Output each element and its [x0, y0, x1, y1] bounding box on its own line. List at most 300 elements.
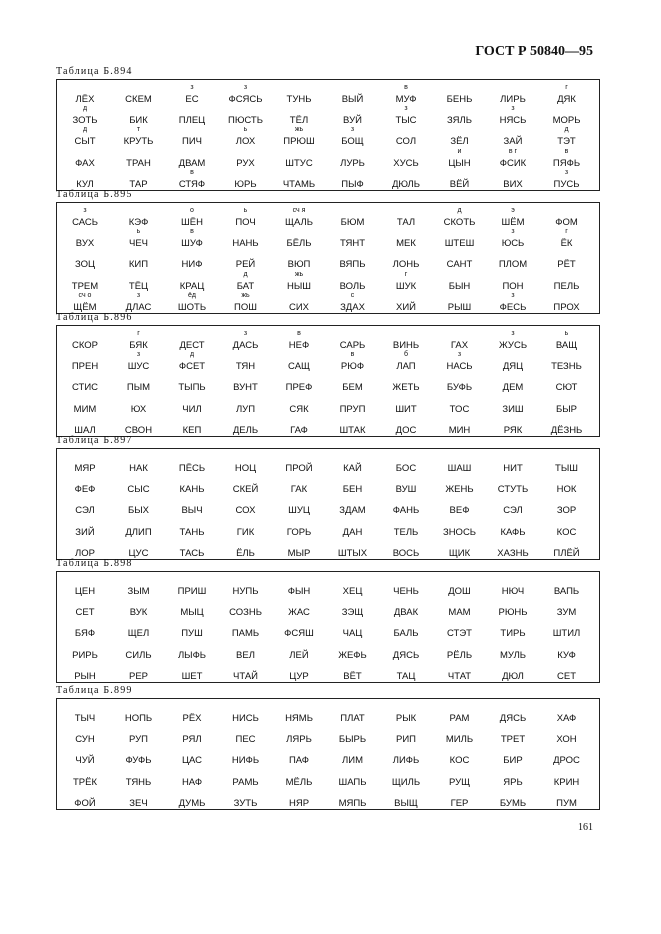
- variant-annotation: [218, 415, 274, 423]
- word-text: ГАХ: [450, 340, 469, 351]
- word-text: СЫС: [127, 484, 150, 496]
- variant-annotation: [325, 597, 381, 605]
- variant-annotation: [539, 495, 595, 503]
- variant-annotation: [485, 661, 541, 669]
- word-text: БИР: [503, 755, 523, 767]
- variant-annotation: [57, 538, 113, 546]
- variant-annotation: [485, 415, 541, 423]
- variant-annotation: [325, 415, 381, 423]
- word-text: БУФЬ: [446, 382, 473, 394]
- word-text: ПЕЛЬ: [553, 280, 580, 292]
- variant-annotation: [325, 495, 381, 503]
- variant-annotation: [378, 148, 434, 156]
- variant-annotation: [485, 169, 541, 177]
- word-text: МИЛЬ: [445, 734, 474, 746]
- word-text: РАМЬ: [232, 776, 259, 788]
- word-text: БЕМ: [342, 382, 363, 394]
- word-text: ЧИЛ: [182, 403, 202, 415]
- variant-annotation: [485, 249, 541, 257]
- variant-annotation: [164, 661, 220, 669]
- variant-annotation: з: [350, 126, 355, 134]
- variant-annotation: [378, 126, 434, 134]
- variant-annotation: б: [403, 351, 408, 359]
- word-text: ШЕТ: [181, 670, 203, 682]
- word-text: НЕФ: [288, 340, 310, 351]
- variant-annotation: [432, 415, 488, 423]
- variant-annotation: ь: [243, 126, 248, 134]
- word-text: НАСЬ: [446, 361, 473, 373]
- word-text: БЯК: [129, 340, 148, 351]
- word-text: ЖЕТЬ: [392, 382, 420, 394]
- word-text: РЫК: [395, 713, 417, 724]
- variant-annotation: [271, 372, 327, 380]
- variant-annotation: [378, 330, 434, 338]
- variant-annotation: [432, 597, 488, 605]
- variant-annotation: [271, 538, 327, 546]
- variant-annotation: [111, 415, 167, 423]
- word-text: ЦУР: [289, 670, 309, 682]
- variant-annotation: [218, 767, 274, 775]
- word-text: ЛУРЬ: [340, 157, 365, 169]
- variant-annotation: [325, 453, 381, 461]
- variant-annotation: и: [457, 147, 462, 155]
- word-text: ЛИФЬ: [392, 755, 420, 767]
- variant-annotation: [539, 640, 595, 648]
- word-text: РУХ: [236, 157, 255, 169]
- word-text: СЮТ: [555, 382, 578, 394]
- variant-annotation: [485, 453, 541, 461]
- variant-annotation: [218, 372, 274, 380]
- word-text: МУФ: [395, 94, 417, 105]
- word-text: ДЯСЬ: [499, 713, 527, 724]
- word-text: ЗОЦ: [74, 259, 96, 271]
- word-text: ХАФ: [556, 713, 577, 724]
- variant-annotation: [325, 640, 381, 648]
- word-text: ЗИЙ: [75, 526, 95, 538]
- table-caption: Таблица Б.898: [56, 558, 133, 569]
- word-text: ФАХ: [75, 157, 95, 169]
- word-text: НЯР: [288, 797, 310, 809]
- variant-annotation: [218, 640, 274, 648]
- word-text: ЧАЦ: [342, 628, 363, 640]
- word-text: ЯРЬ: [503, 776, 523, 788]
- variant-annotation: [432, 788, 488, 796]
- variant-annotation: [378, 745, 434, 753]
- variant-annotation: [164, 724, 220, 732]
- variant-annotation: [325, 249, 381, 257]
- table-row: [57, 169, 599, 197]
- variant-annotation: [164, 788, 220, 796]
- variant-annotation: [271, 228, 327, 236]
- word-text: ДЮЛ: [502, 670, 524, 682]
- table-row: [57, 415, 599, 443]
- word-text: ШЁН: [181, 217, 203, 228]
- word-text: ТЕЛЬ: [393, 526, 419, 538]
- variant-annotation: [164, 703, 220, 711]
- variant-annotation: з: [511, 330, 515, 337]
- variant-annotation: [218, 394, 274, 402]
- word-text: ПЛАТ: [340, 713, 365, 724]
- variant-annotation: в: [190, 168, 194, 176]
- word-text: ВИХ: [503, 178, 523, 190]
- variant-annotation: [485, 495, 541, 503]
- variant-annotation: [218, 745, 274, 753]
- variant-annotation: [539, 292, 595, 300]
- word-text: БИК: [129, 115, 148, 127]
- word-text: ЩИЛЬ: [391, 776, 421, 788]
- variant-annotation: [378, 618, 434, 626]
- variant-annotation: з: [511, 228, 515, 236]
- variant-annotation: [325, 207, 381, 215]
- variant-annotation: ь: [564, 330, 569, 337]
- word-text: ТЭТ: [557, 136, 576, 148]
- word-text: ДЮЛЬ: [391, 178, 421, 190]
- variant-annotation: [271, 351, 327, 359]
- word-text: ТЯНЬ: [125, 776, 152, 788]
- variant-annotation: [111, 788, 167, 796]
- word-text: ХИЙ: [396, 301, 416, 313]
- variant-annotation: [164, 767, 220, 775]
- variant-annotation: [271, 495, 327, 503]
- word-text: МИМ: [73, 403, 97, 415]
- word-text: ТРЁК: [72, 776, 97, 788]
- word-text: ЩЁМ: [73, 301, 97, 313]
- table-row: [57, 788, 599, 816]
- word-text: ФЫН: [287, 586, 311, 597]
- variant-annotation: [271, 640, 327, 648]
- variant-annotation: [271, 703, 327, 711]
- variant-annotation: [271, 292, 327, 300]
- word-text: РЁХ: [182, 713, 202, 724]
- variant-annotation: [57, 767, 113, 775]
- variant-annotation: [485, 351, 541, 359]
- variant-annotation: [164, 372, 220, 380]
- word-text: ЦУС: [128, 547, 149, 559]
- word-text: ХАЗНЬ: [497, 547, 529, 559]
- word-text: БАЛЬ: [393, 628, 419, 640]
- variant-annotation: э: [511, 207, 515, 214]
- word-text: ЗИШ: [502, 403, 524, 415]
- variant-annotation: [378, 474, 434, 482]
- table-caption: Таблица Б.896: [56, 312, 133, 323]
- variant-annotation: [378, 724, 434, 732]
- word-text: ЛИРЬ: [500, 94, 526, 105]
- variant-annotation: [378, 372, 434, 380]
- variant-annotation: сч о: [78, 291, 92, 299]
- word-text: РЁЛЬ: [446, 649, 473, 661]
- word-text: ПАФ: [288, 755, 310, 767]
- word-text: СЭЛ: [75, 505, 95, 517]
- word-text: МЯПЬ: [338, 797, 367, 809]
- variant-annotation: [539, 351, 595, 359]
- word-text: ЛЁХ: [75, 94, 95, 105]
- word-text: ЗНОСЬ: [442, 526, 477, 538]
- word-text: ЕС: [185, 94, 199, 105]
- word-text: САЩ: [288, 361, 310, 373]
- word-text: РЕР: [128, 670, 148, 682]
- word-text: РЯЛ: [182, 734, 202, 746]
- word-text: ВУЙ: [343, 115, 362, 127]
- word-text: СТЯФ: [178, 178, 206, 190]
- variant-annotation: [57, 228, 113, 236]
- word-text: ШЁМ: [501, 217, 525, 228]
- variant-annotation: [378, 207, 434, 215]
- word-text: ЦАС: [181, 755, 203, 767]
- word-text: ДАН: [342, 526, 363, 538]
- variant-annotation: [378, 453, 434, 461]
- variant-annotation: [325, 703, 381, 711]
- word-text: ТАСЬ: [179, 547, 205, 559]
- variant-annotation: д: [82, 105, 88, 113]
- word-text: ГОРЬ: [286, 526, 312, 538]
- word-text: ШАПЬ: [338, 776, 367, 788]
- variant-annotation: [164, 249, 220, 257]
- document-header: ГОСТ Р 50840—95: [475, 44, 593, 59]
- word-text: ТАР: [129, 178, 148, 190]
- variant-annotation: [432, 84, 488, 92]
- variant-annotation: з: [136, 291, 141, 299]
- variant-annotation: [271, 767, 327, 775]
- variant-annotation: [432, 618, 488, 626]
- word-text: ВОСЬ: [392, 547, 420, 559]
- variant-annotation: [271, 249, 327, 257]
- word-text: ВУХ: [75, 238, 95, 250]
- word-text: НЫШ: [287, 280, 311, 292]
- word-text: ФОЙ: [74, 797, 96, 809]
- word-text: ДЕМ: [502, 382, 524, 394]
- variant-annotation: [432, 394, 488, 402]
- word-text: ШТИЛ: [552, 628, 581, 640]
- variant-annotation: [485, 84, 541, 92]
- word-text: ПЛЕЦ: [178, 115, 206, 127]
- variant-annotation: з: [457, 351, 462, 359]
- word-text: ВАЩ: [555, 340, 578, 351]
- word-text: ТЁЛ: [289, 115, 309, 127]
- variant-annotation: [164, 538, 220, 546]
- variant-annotation: [325, 474, 381, 482]
- variant-annotation: [57, 148, 113, 156]
- variant-annotation: [539, 271, 595, 279]
- variant-annotation: [325, 105, 381, 113]
- variant-annotation: [57, 330, 113, 338]
- variant-annotation: [378, 292, 434, 300]
- variant-annotation: [111, 207, 167, 215]
- word-text: СИЛЬ: [125, 649, 152, 661]
- variant-annotation: [164, 745, 220, 753]
- page-number: 161: [578, 822, 593, 833]
- variant-annotation: с: [350, 291, 355, 299]
- variant-annotation: [378, 597, 434, 605]
- variant-annotation: [432, 474, 488, 482]
- word-text: КЕП: [182, 424, 202, 436]
- variant-annotation: [539, 788, 595, 796]
- word-text: ПЫФ: [341, 178, 364, 190]
- word-text: КАФЬ: [500, 526, 526, 538]
- variant-annotation: [218, 597, 274, 605]
- variant-annotation: з: [511, 105, 515, 113]
- variant-annotation: [378, 169, 434, 177]
- variant-annotation: [378, 788, 434, 796]
- word-text: ДЛИП: [125, 526, 152, 538]
- variant-annotation: [57, 453, 113, 461]
- variant-annotation: [111, 640, 167, 648]
- variant-annotation: [325, 372, 381, 380]
- variant-annotation: [57, 415, 113, 423]
- word-text: ЁЛЬ: [236, 547, 255, 559]
- variant-annotation: [218, 661, 274, 669]
- variant-annotation: [325, 517, 381, 525]
- variant-annotation: [325, 84, 381, 92]
- word-text: ПРИШ: [177, 586, 207, 597]
- word-text: ЗУТЬ: [233, 797, 258, 809]
- word-table: [56, 202, 600, 314]
- variant-annotation: [57, 169, 113, 177]
- variant-annotation: [57, 394, 113, 402]
- variant-annotation: [111, 745, 167, 753]
- word-text: ПРЮШ: [283, 136, 315, 148]
- word-text: ДЯЦ: [502, 361, 524, 373]
- word-text: ВЫЩ: [394, 797, 418, 809]
- word-text: НЮЧ: [501, 586, 525, 597]
- variant-annotation: ь: [136, 228, 141, 236]
- word-text: БЕНЬ: [446, 94, 473, 105]
- variant-annotation: [57, 249, 113, 257]
- word-text: ФСЕТ: [178, 361, 206, 373]
- variant-annotation: [432, 292, 488, 300]
- word-text: МЫР: [287, 547, 311, 559]
- word-text: СКОР: [71, 340, 98, 351]
- word-text: РУЩ: [448, 776, 471, 788]
- variant-annotation: [111, 372, 167, 380]
- word-text: СЕТ: [75, 607, 95, 619]
- word-cell: [539, 415, 595, 443]
- variant-annotation: [271, 148, 327, 156]
- variant-annotation: [57, 372, 113, 380]
- word-text: МИН: [448, 424, 471, 436]
- variant-annotation: [111, 517, 167, 525]
- word-text: ПОН: [502, 280, 524, 292]
- variant-annotation: [432, 105, 488, 113]
- variant-annotation: [111, 703, 167, 711]
- word-text: КУФ: [557, 649, 576, 661]
- word-text: МЕК: [396, 238, 416, 250]
- word-text: ВОЛЬ: [339, 280, 366, 292]
- variant-annotation: [378, 538, 434, 546]
- variant-annotation: [485, 394, 541, 402]
- word-text: НАНЬ: [232, 238, 259, 250]
- word-text: РУП: [129, 734, 148, 746]
- word-text: ПУШ: [181, 628, 203, 640]
- word-text: РЮФ: [340, 361, 365, 373]
- variant-annotation: [164, 576, 220, 584]
- word-text: ШТЫХ: [337, 547, 368, 559]
- word-text: ЗОТЬ: [72, 115, 98, 127]
- word-text: ДОС: [395, 424, 417, 436]
- word-text: ЧТАЙ: [233, 670, 258, 682]
- word-text: ПАМЬ: [231, 628, 260, 640]
- variant-annotation: [218, 703, 274, 711]
- variant-annotation: [164, 330, 220, 338]
- word-text: ЗЯЛЬ: [447, 115, 472, 127]
- variant-annotation: в: [404, 84, 408, 91]
- variant-annotation: [539, 453, 595, 461]
- table-row: [57, 661, 599, 689]
- word-text: ВЫЧ: [181, 505, 203, 517]
- word-cell: [539, 292, 595, 320]
- variant-annotation: [325, 767, 381, 775]
- word-text: ТЫПЬ: [178, 382, 206, 394]
- variant-annotation: [271, 597, 327, 605]
- variant-annotation: [57, 517, 113, 525]
- word-text: МАМ: [448, 607, 471, 619]
- variant-annotation: [271, 661, 327, 669]
- word-text: САНТ: [446, 259, 473, 271]
- word-text: ДЛАС: [125, 301, 152, 313]
- variant-annotation: [218, 351, 274, 359]
- word-text: ШАЛ: [74, 424, 96, 436]
- word-text: ПЛЁЙ: [553, 547, 580, 559]
- word-text: СВОН: [124, 424, 153, 436]
- word-text: СТИС: [71, 382, 99, 394]
- variant-annotation: [57, 788, 113, 796]
- word-text: ТЕЗНЬ: [551, 361, 582, 373]
- word-text: СКЕЙ: [232, 484, 259, 496]
- word-text: ХЕЦ: [342, 586, 363, 597]
- word-text: НИФЬ: [231, 755, 260, 767]
- word-text: БЯФ: [74, 628, 96, 640]
- variant-annotation: [485, 745, 541, 753]
- word-text: СИХ: [288, 301, 310, 313]
- variant-annotation: [325, 228, 381, 236]
- word-text: ФСЯШ: [284, 628, 314, 640]
- word-text: ПЮСТЬ: [228, 115, 263, 127]
- word-text: ЗУМ: [556, 607, 577, 619]
- variant-annotation: [325, 576, 381, 584]
- word-text: ПРОЙ: [285, 463, 313, 474]
- variant-annotation: [111, 495, 167, 503]
- variant-annotation: сч я: [292, 207, 306, 214]
- word-text: ШУФ: [181, 238, 203, 250]
- variant-annotation: [164, 453, 220, 461]
- word-text: РЕЙ: [235, 259, 256, 271]
- word-text: РЮНЬ: [498, 607, 528, 619]
- variant-annotation: з: [83, 207, 87, 214]
- word-text: ШУЦ: [288, 505, 310, 517]
- word-table: [56, 79, 600, 191]
- word-text: ГАФ: [290, 424, 308, 436]
- table-row: [57, 292, 599, 320]
- variant-annotation: [111, 767, 167, 775]
- word-text: СЯК: [289, 403, 309, 415]
- word-text: ФСЯСЬ: [228, 94, 263, 105]
- word-text: КЭФ: [128, 217, 149, 228]
- word-text: ЧЕНЬ: [393, 586, 419, 597]
- variant-annotation: г: [137, 330, 140, 337]
- word-text: СЭЛ: [503, 505, 523, 517]
- variant-annotation: [111, 105, 167, 113]
- word-text: ТАЦ: [396, 670, 416, 682]
- word-text: ТУНЬ: [286, 94, 312, 105]
- variant-annotation: [111, 453, 167, 461]
- variant-annotation: [485, 474, 541, 482]
- word-text: ВИНЬ: [392, 340, 420, 351]
- variant-annotation: [218, 249, 274, 257]
- variant-annotation: [325, 538, 381, 546]
- word-text: ВЫЙ: [341, 94, 364, 105]
- word-text: МОРЬ: [552, 115, 581, 127]
- word-text: ВУНТ: [233, 382, 258, 394]
- variant-annotation: [218, 724, 274, 732]
